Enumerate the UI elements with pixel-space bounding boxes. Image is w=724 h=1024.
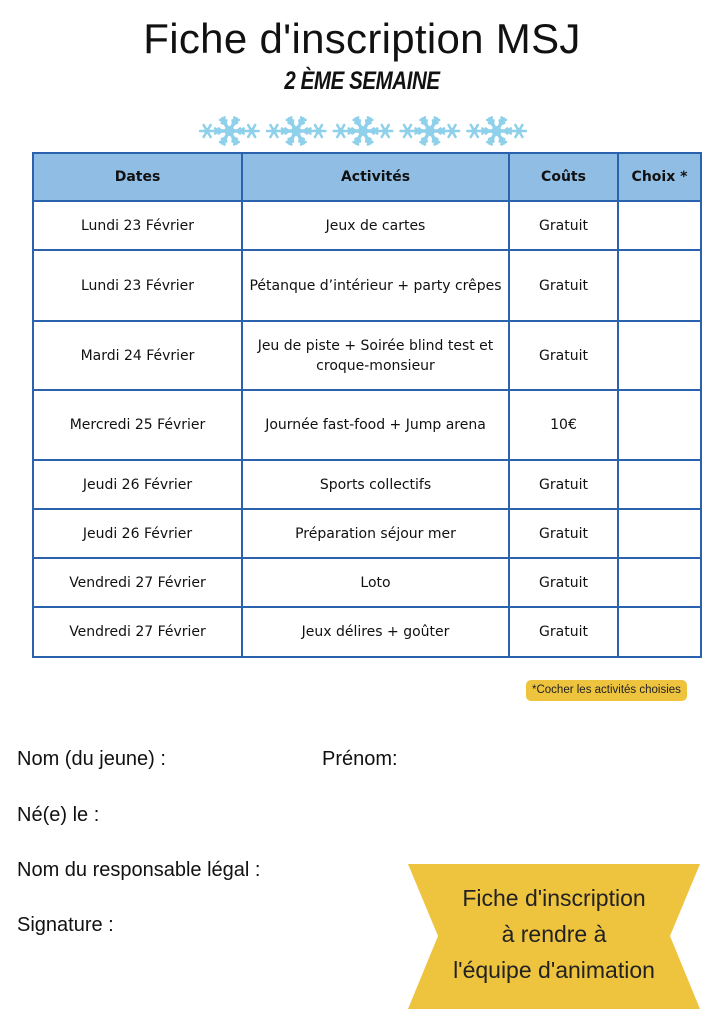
cost-cell: Gratuit	[509, 250, 618, 321]
activity-cell: Préparation séjour mer	[242, 509, 509, 558]
small-snowflake-icon	[467, 125, 481, 137]
table-row	[33, 558, 701, 607]
table-row	[33, 321, 701, 390]
table-row	[33, 250, 701, 321]
snowflake-row-icon	[196, 114, 530, 148]
cost-cell: Gratuit	[509, 321, 618, 390]
cost-cell: 10€	[509, 390, 618, 460]
date-cell: Lundi 23 Février	[33, 201, 242, 250]
banner-line: l'équipe d'animation	[453, 957, 655, 983]
date-naissance-label: Né(e) le :	[17, 804, 100, 826]
responsable-legal-label: Nom du responsable légal :	[17, 859, 261, 881]
column-header-choix: Choix *	[618, 153, 701, 201]
banner-line: à rendre à	[501, 921, 607, 947]
activity-cell: Loto	[242, 558, 509, 607]
nom-jeune-label: Nom (du jeune) :	[17, 748, 166, 770]
return-form-banner	[408, 864, 700, 1009]
date-cell: Mercredi 25 Février	[33, 390, 242, 460]
small-snowflake-icon	[311, 125, 325, 137]
table-header-row	[33, 153, 701, 201]
banner-line: Fiche d'inscription	[462, 885, 646, 911]
choice-checkbox-cell[interactable]	[618, 201, 701, 250]
activity-cell: Jeux délires + goûter	[242, 607, 509, 657]
choice-checkbox-cell[interactable]	[618, 607, 701, 657]
column-header-activites: Activités	[242, 153, 509, 201]
date-cell: Jeudi 26 Février	[33, 460, 242, 509]
page-title: Fiche d'inscription MSJ	[143, 15, 581, 62]
small-snowflake-icon	[401, 125, 415, 137]
page-subtitle: 2 ÈME SEMAINE	[284, 67, 440, 95]
column-header-dates: Dates	[33, 153, 242, 201]
choice-checkbox-cell[interactable]	[618, 250, 701, 321]
choice-checkbox-cell[interactable]	[618, 390, 701, 460]
large-snowflake-icon	[482, 117, 511, 144]
small-snowflake-icon	[245, 125, 259, 137]
table-row	[33, 390, 701, 460]
date-cell: Mardi 24 Février	[33, 321, 242, 390]
large-snowflake-icon	[349, 117, 378, 144]
cost-cell: Gratuit	[509, 558, 618, 607]
cost-cell: Gratuit	[509, 607, 618, 657]
date-cell: Vendredi 27 Février	[33, 558, 242, 607]
choice-checkbox-cell[interactable]	[618, 558, 701, 607]
column-header-couts: Coûts	[509, 153, 618, 201]
small-snowflake-icon	[512, 125, 526, 137]
activities-table	[32, 152, 702, 658]
activity-cell: Jeu de piste + Soirée blind test et croque-monsieur	[242, 321, 509, 390]
choice-checkbox-cell[interactable]	[618, 509, 701, 558]
large-snowflake-icon	[416, 117, 445, 144]
date-cell: Vendredi 27 Février	[33, 607, 242, 657]
table-row	[33, 509, 701, 558]
table-row	[33, 607, 701, 657]
date-cell: Lundi 23 Février	[33, 250, 242, 321]
table-row	[33, 460, 701, 509]
activity-cell: Jeux de cartes	[242, 201, 509, 250]
activity-cell: Journée fast-food + Jump arena	[242, 390, 509, 460]
cost-cell: Gratuit	[509, 201, 618, 250]
instruction-note: *Cocher les activités choisies	[526, 680, 687, 701]
small-snowflake-icon	[200, 125, 214, 137]
choice-checkbox-cell[interactable]	[618, 460, 701, 509]
table-row	[33, 201, 701, 250]
small-snowflake-icon	[267, 125, 281, 137]
choice-checkbox-cell[interactable]	[618, 321, 701, 390]
activity-cell: Sports collectifs	[242, 460, 509, 509]
small-snowflake-icon	[445, 125, 459, 137]
small-snowflake-icon	[378, 125, 392, 137]
signature-label: Signature :	[17, 914, 114, 936]
date-cell: Jeudi 26 Février	[33, 509, 242, 558]
cost-cell: Gratuit	[509, 460, 618, 509]
cost-cell: Gratuit	[509, 509, 618, 558]
large-snowflake-icon	[282, 117, 311, 144]
prenom-label: Prénom:	[322, 748, 398, 770]
large-snowflake-icon	[215, 117, 244, 144]
small-snowflake-icon	[334, 125, 348, 137]
activity-cell: Pétanque d’intérieur + party crêpes	[242, 250, 509, 321]
